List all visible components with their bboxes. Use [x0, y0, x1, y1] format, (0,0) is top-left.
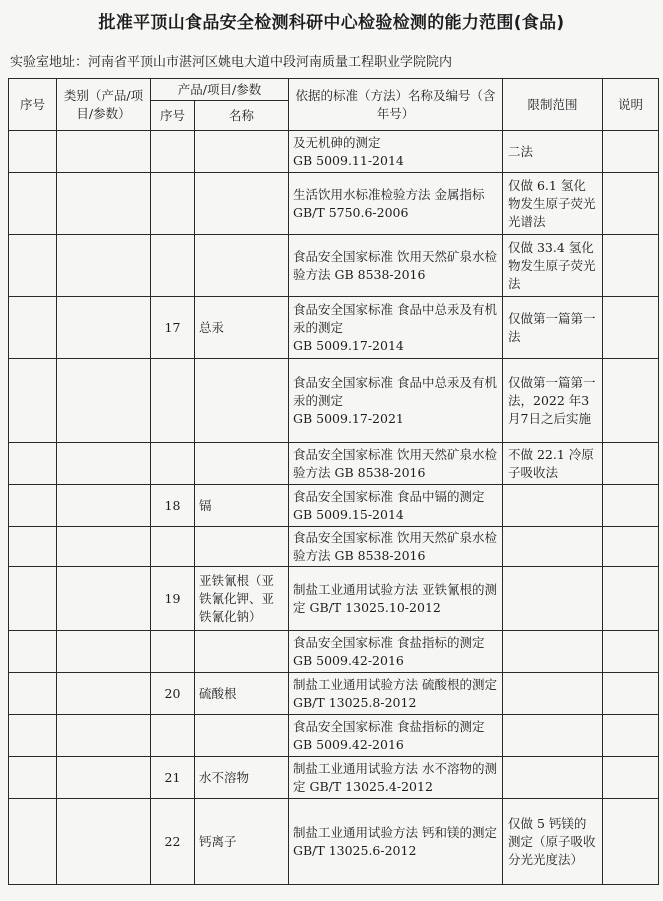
- cell-limit: 仅做 5 钙镁的测定（原子吸收分光光度法）: [503, 799, 603, 885]
- cell-name: [195, 715, 289, 757]
- table-row: [9, 359, 659, 443]
- cell-standard: 制盐工业通用试验方法 水不溶物的测定 GB/T 13025.4-2012: [289, 757, 503, 799]
- header-note: 说明: [603, 79, 659, 131]
- cell-limit: 不做 22.1 冷原子吸收法: [503, 443, 603, 485]
- cell-seq: [9, 631, 57, 673]
- cell-name: [195, 443, 289, 485]
- cell-name: [195, 235, 289, 297]
- cell-name: [195, 131, 289, 173]
- cell-category: [57, 173, 151, 235]
- cell-name: 水不溶物: [195, 757, 289, 799]
- cell-limit: 仅做 33.4 氢化物发生原子荧光法: [503, 235, 603, 297]
- cell-sub-seq: [151, 131, 195, 173]
- header-seq: 序号: [9, 79, 57, 131]
- table-row: [9, 715, 659, 757]
- cell-category: [57, 235, 151, 297]
- cell-standard: 食品安全国家标准 饮用天然矿泉水检验方法 GB 8538-2016: [289, 527, 503, 567]
- cell-sub-seq: 19: [151, 567, 195, 631]
- cell-name: 钙离子: [195, 799, 289, 885]
- cell-seq: [9, 443, 57, 485]
- document-title: 批准平顶山食品安全检测科研中心检验检测的能力范围(食品): [98, 13, 565, 33]
- cell-standard: 制盐工业通用试验方法 亚铁氰根的测定 GB/T 13025.10-2012: [289, 567, 503, 631]
- cell-note: [603, 235, 659, 297]
- cell-category: [57, 631, 151, 673]
- cell-sub-seq: [151, 527, 195, 567]
- lab-address: 实验室地址：河南省平顶山市湛河区姚电大道中段河南质量工程职业学院院内: [10, 55, 453, 70]
- cell-sub-seq: 21: [151, 757, 195, 799]
- cell-limit: [503, 527, 603, 567]
- cell-note: [603, 631, 659, 673]
- cell-standard: 食品安全国家标准 食盐指标的测定 GB 5009.42-2016: [289, 631, 503, 673]
- table-row: [9, 297, 659, 359]
- header-name: 名称: [195, 101, 289, 131]
- table-row: [9, 757, 659, 799]
- cell-standard: 食品安全国家标准 饮用天然矿泉水检验方法 GB 8538-2016: [289, 235, 503, 297]
- cell-category: [57, 715, 151, 757]
- cell-seq: [9, 485, 57, 527]
- cell-category: [57, 485, 151, 527]
- cell-standard: 食品安全国家标准 食品中镉的测定 GB 5009.15-2014: [289, 485, 503, 527]
- cell-name: [195, 631, 289, 673]
- cell-note: [603, 359, 659, 443]
- cell-category: [57, 297, 151, 359]
- cell-standard: 食品安全国家标准 食盐指标的测定 GB 5009.42-2016: [289, 715, 503, 757]
- header-standard: 依据的标准（方法）名称及编号（含年号）: [289, 79, 503, 131]
- cell-standard: 食品安全国家标准 食品中总汞及有机汞的测定 GB 5009.17-2021: [289, 359, 503, 443]
- table-row: [9, 131, 659, 173]
- table-row: [9, 235, 659, 297]
- cell-sub-seq: 20: [151, 673, 195, 715]
- cell-note: [603, 567, 659, 631]
- cell-limit: [503, 567, 603, 631]
- capability-table: [8, 78, 659, 885]
- cell-seq: [9, 757, 57, 799]
- cell-name: [195, 359, 289, 443]
- cell-name: 镉: [195, 485, 289, 527]
- cell-seq: [9, 235, 57, 297]
- table-row: [9, 631, 659, 673]
- cell-sub-seq: [151, 173, 195, 235]
- cell-seq: [9, 567, 57, 631]
- cell-limit: [503, 673, 603, 715]
- cell-note: [603, 715, 659, 757]
- cell-name: 硫酸根: [195, 673, 289, 715]
- cell-note: [603, 131, 659, 173]
- cell-sub-seq: [151, 359, 195, 443]
- cell-category: [57, 527, 151, 567]
- cell-note: [603, 173, 659, 235]
- cell-limit: 仅做第一篇第一法，2022 年3月7日之后实施: [503, 359, 603, 443]
- cell-category: [57, 567, 151, 631]
- cell-seq: [9, 799, 57, 885]
- cell-sub-seq: [151, 235, 195, 297]
- table-row: [9, 173, 659, 235]
- cell-standard: 制盐工业通用试验方法 硫酸根的测定 GB/T 13025.8-2012: [289, 673, 503, 715]
- cell-note: [603, 527, 659, 567]
- cell-limit: 仅做 6.1 氢化物发生原子荧光光谱法: [503, 173, 603, 235]
- cell-sub-seq: 22: [151, 799, 195, 885]
- cell-sub-seq: [151, 443, 195, 485]
- cell-note: [603, 757, 659, 799]
- cell-sub-seq: 17: [151, 297, 195, 359]
- cell-category: [57, 673, 151, 715]
- cell-limit: 二法: [503, 131, 603, 173]
- table-row: [9, 799, 659, 885]
- cell-seq: [9, 715, 57, 757]
- header-category: 类别（产品/项目/参数）: [57, 79, 151, 131]
- cell-note: [603, 673, 659, 715]
- cell-category: [57, 359, 151, 443]
- cell-category: [57, 757, 151, 799]
- cell-note: [603, 799, 659, 885]
- cell-sub-seq: [151, 715, 195, 757]
- cell-note: [603, 485, 659, 527]
- table-row: [9, 567, 659, 631]
- cell-limit: [503, 715, 603, 757]
- cell-standard: 食品安全国家标准 食品中总汞及有机汞的测定 GB 5009.17-2014: [289, 297, 503, 359]
- cell-note: [603, 443, 659, 485]
- cell-category: [57, 443, 151, 485]
- table-row: [9, 485, 659, 527]
- cell-standard: 食品安全国家标准 饮用天然矿泉水检验方法 GB 8538-2016: [289, 443, 503, 485]
- cell-limit: 仅做第一篇第一法: [503, 297, 603, 359]
- cell-standard: 制盐工业通用试验方法 钙和镁的测定 GB/T 13025.6-2012: [289, 799, 503, 885]
- table-row: [9, 527, 659, 567]
- cell-name: 总汞: [195, 297, 289, 359]
- table-row: [9, 673, 659, 715]
- cell-name: 亚铁氰根（亚铁氰化钾、亚铁氰化钠）: [195, 567, 289, 631]
- table-body: [9, 131, 659, 885]
- cell-category: [57, 131, 151, 173]
- cell-seq: [9, 673, 57, 715]
- cell-sub-seq: [151, 631, 195, 673]
- header-sub-seq: 序号: [151, 101, 195, 131]
- cell-note: [603, 297, 659, 359]
- table-row: [9, 443, 659, 485]
- cell-limit: [503, 757, 603, 799]
- cell-name: [195, 173, 289, 235]
- cell-seq: [9, 359, 57, 443]
- cell-seq: [9, 131, 57, 173]
- cell-sub-seq: 18: [151, 485, 195, 527]
- cell-standard: 生活饮用水标准检验方法 金属指标 GB/T 5750.6-2006: [289, 173, 503, 235]
- header-group: 产品/项目/参数: [151, 79, 289, 101]
- cell-name: [195, 527, 289, 567]
- cell-seq: [9, 173, 57, 235]
- cell-limit: [503, 631, 603, 673]
- cell-limit: [503, 485, 603, 527]
- cell-seq: [9, 297, 57, 359]
- cell-category: [57, 799, 151, 885]
- cell-standard: 及无机砷的测定 GB 5009.11-2014: [289, 131, 503, 173]
- header-limit: 限制范围: [503, 79, 603, 131]
- cell-seq: [9, 527, 57, 567]
